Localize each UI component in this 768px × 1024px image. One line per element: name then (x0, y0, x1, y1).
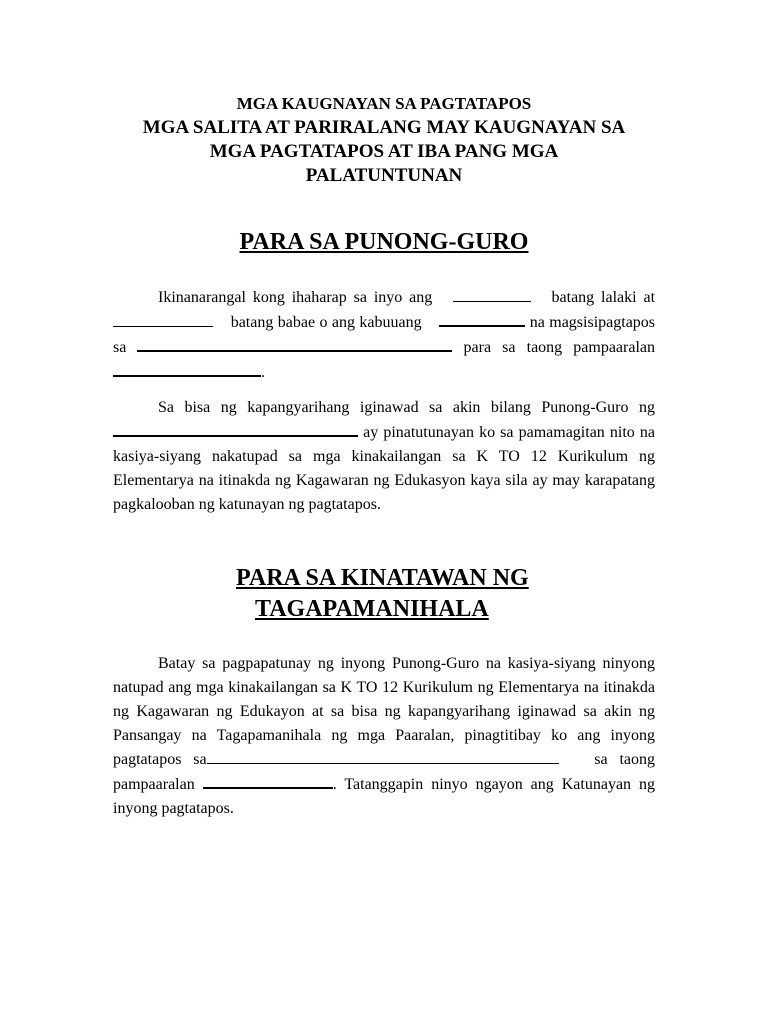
superintendent-heading-line-2: TAGAPAMANIHALA (255, 596, 489, 622)
p2-text-2: ay pinatutunayan ko sa pamamagitan nito na kasiya-siyang nakatupad sa mga kinakailangan sa K TO 12 Kurikulum ng Elementarya na itinakda ng Kagawaran ng Edukasyon kaya sila ay may karapatang pagkalooban ng katunayan ng pagtatapos. (113, 424, 656, 513)
boys-count-blank[interactable] (453, 286, 531, 302)
header-line-4: PALATUNTUNAN (305, 165, 463, 186)
p1-text-4: na magsisipagtapos sa (113, 314, 656, 356)
school-year-blank[interactable] (113, 360, 261, 377)
header-line-2: MGA SALITA AT PARIRALANG MAY KAUGNAYAN SA (142, 117, 626, 138)
header-line-3: MGA PAGTATAPOS AT IBA PANG MGA (209, 141, 559, 162)
p3-text-3: . Tatanggapin ninyo ngayon ang Katunayan ng inyong pagtatapos. (113, 776, 656, 817)
superintendent-heading (236, 563, 529, 625)
document-header (0, 92, 768, 188)
superintendent-paragraph (113, 652, 655, 821)
p1-text-3: batang babae o ang kabuuang (230, 314, 422, 331)
p1-text-2: batang lalaki at (551, 289, 656, 306)
p3-text-1: Batay sa pagpapatunay ng inyong Punong-Guro na kasiya-siyang ninyong natupad ang mga kinakailangan sa K TO 12 Kurikulum ng Elementarya na itinakda ng Kagawaran ng Edukayon at sa bisa ng kapangyarihang iginawad sa akin ng Pansangay na Tagapamanihala ng mga Paaralan, pinagtitibay ko ang inyong pagtatapos sa (113, 655, 655, 768)
p3-text-2: sa taong pampaaralan (113, 751, 655, 793)
principal-heading: PARA SA PUNONG-GURO (239, 229, 529, 255)
header-line-1: MGA KAUGNAYAN SA PAGTATAPOS (236, 94, 532, 113)
p1-text-5: para sa taong pampaaralan (463, 339, 655, 356)
school-name-blank-3[interactable] (207, 748, 559, 764)
p1-text-1: Ikinanarangal kong ihaharap sa inyo ang (158, 289, 433, 306)
school-name-blank[interactable] (137, 335, 452, 352)
school-name-blank-2[interactable] (113, 420, 358, 437)
superintendent-heading-line-1: PARA SA KINATAWAN NG (236, 565, 529, 591)
total-count-blank[interactable] (439, 310, 525, 327)
principal-paragraph-1 (113, 286, 655, 385)
principal-paragraph-2 (113, 396, 655, 517)
school-year-blank-2[interactable] (203, 772, 333, 789)
girls-count-blank[interactable] (113, 311, 213, 327)
p1-text-6: . (261, 364, 265, 381)
p2-text-1: Sa bisa ng kapangyarihang iginawad sa akin bilang Punong-Guro ng (158, 399, 655, 416)
